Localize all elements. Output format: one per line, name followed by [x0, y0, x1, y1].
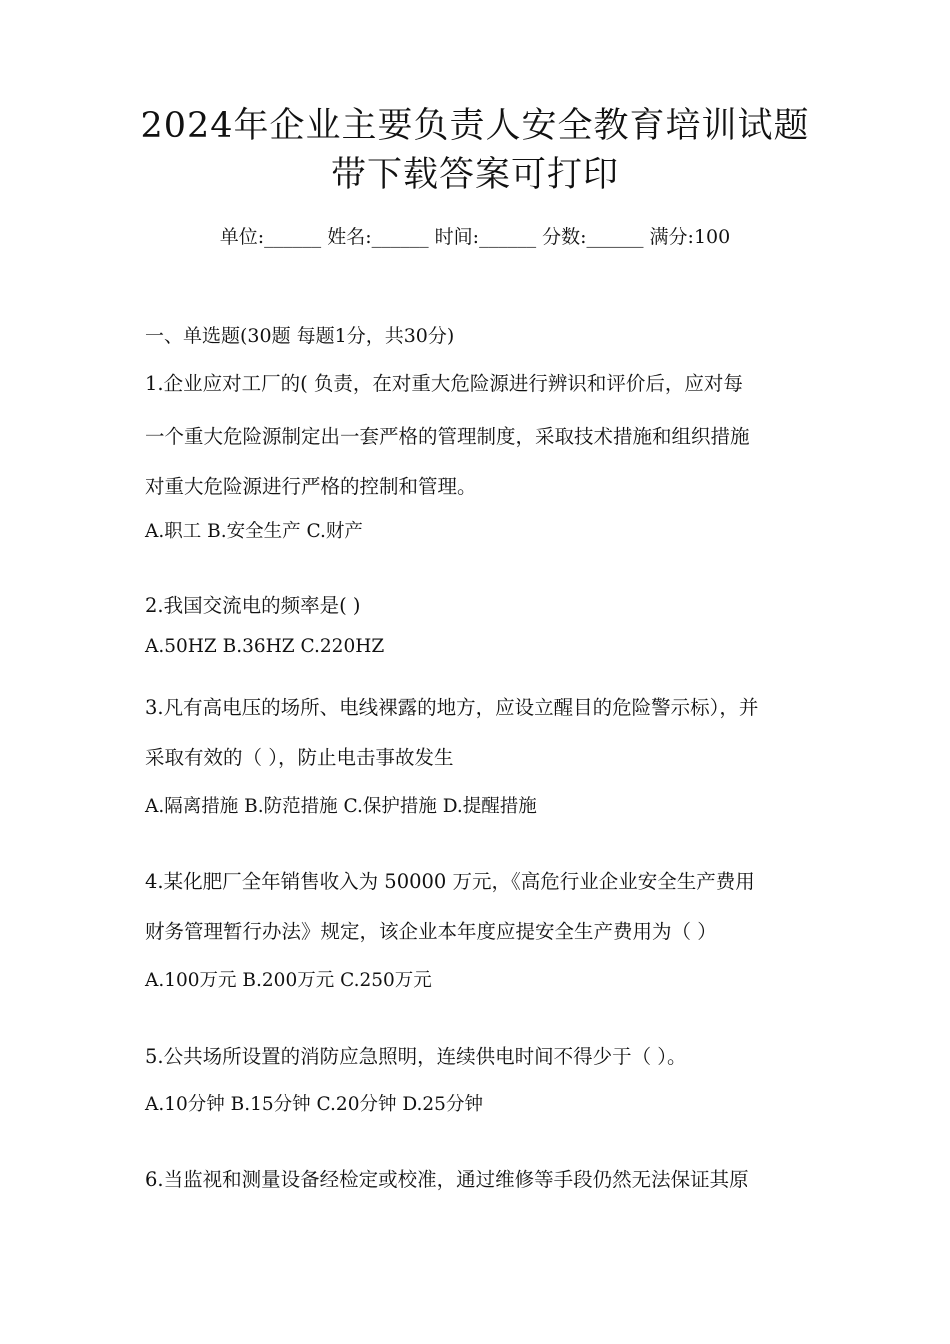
- question-1-line-1: 1.企业应对工厂的( 负责，在对重大危险源进行辨识和评价后，应对每: [145, 372, 743, 395]
- exam-info-text: 单位:______ 姓名:______ 时间:______ 分数:______ 满分:100: [219, 226, 731, 248]
- question-3-line-2: 采取有效的（ ），防止电击事故发生: [145, 746, 454, 769]
- question-4-options: A.100万元 B.200万元 C.250万元: [145, 970, 432, 991]
- question-4-line-1: 4.某化肥厂全年销售收入为 50000 万元，《高危行业企业安全生产费用: [145, 870, 755, 893]
- section-heading: 一、单选题(30题 每题1分，共30分): [145, 325, 455, 347]
- question-2-options: A.50HZ B.36HZ C.220HZ: [145, 636, 385, 657]
- question-6-line-1: 6.当监视和测量设备经检定或校准，通过维修等手段仍然无法保证其原: [145, 1168, 749, 1191]
- question-5-line-1: 5.公共场所设置的消防应急照明，连续供电时间不得少于（ ）。: [145, 1045, 687, 1068]
- question-1-line-3: 对重大危险源进行严格的控制和管理。: [145, 475, 477, 498]
- question-1-line-2: 一个重大危险源制定出一套严格的管理制度，采取技术措施和组织措施: [145, 425, 750, 448]
- question-3-options: A.隔离措施 B.防范措施 C.保护措施 D.提醒措施: [145, 796, 537, 817]
- document-title-line-1: 2024年企业主要负责人安全教育培训试题: [140, 106, 810, 146]
- question-3-line-1: 3.凡有高电压的场所、电线裸露的地方，应设立醒目的危险警示标），并: [145, 696, 759, 719]
- question-2-line-1: 2.我国交流电的频率是( ): [145, 594, 361, 617]
- question-5-options: A.10分钟 B.15分钟 C.20分钟 D.25分钟: [145, 1094, 483, 1115]
- question-4-line-2: 财务管理暂行办法》规定，该企业本年度应提安全生产费用为（ ）: [145, 920, 717, 943]
- question-1-options: A.职工 B.安全生产 C.财产: [145, 521, 363, 542]
- exam-info-line: [0, 224, 950, 250]
- document-title-line-2: 带下载答案可打印: [330, 155, 619, 195]
